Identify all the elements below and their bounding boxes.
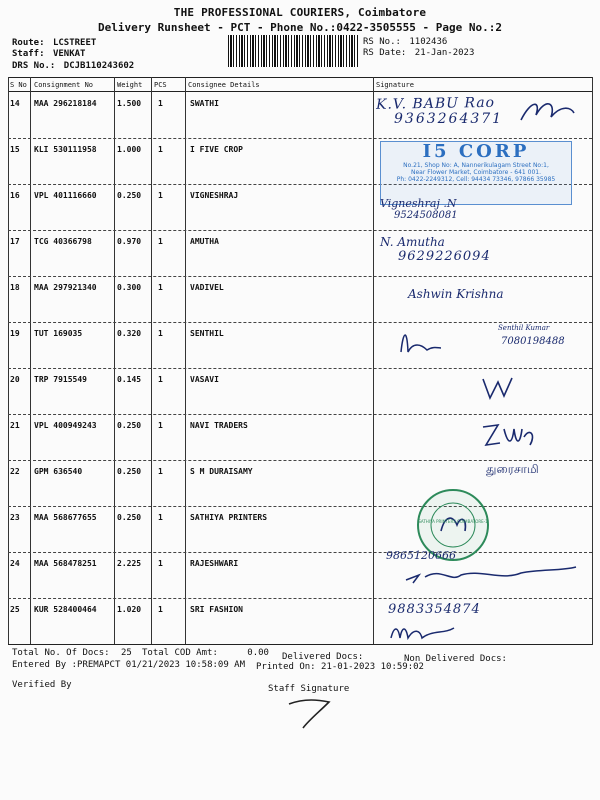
printed-on: Printed On: 21-01-2023 10:59:02	[256, 662, 424, 672]
cell-weight: 0.250	[117, 421, 142, 430]
runsheet-subtitle: Delivery Runsheet - PCT - Phone No.:0422-3505555 - Page No.:2	[98, 21, 502, 34]
cell-weight: 0.250	[117, 467, 142, 476]
total-cod-value: 0.00	[247, 648, 269, 658]
rs-date-label: RS Date:	[363, 48, 407, 58]
signature-phone: 9629226094	[398, 249, 491, 264]
cell-weight: 1.000	[117, 145, 142, 154]
cell-consignee: SENTHIL	[190, 329, 224, 338]
cell-weight: 0.320	[117, 329, 142, 338]
signature-row-22	[486, 462, 586, 482]
cell-consignee: S M DURAISAMY	[190, 467, 253, 476]
delivery-table	[8, 77, 592, 645]
cell-pcs: 1	[158, 513, 163, 522]
cell-consignee: VIGNESHRAJ	[190, 191, 239, 200]
cell-sno: 20	[10, 375, 20, 384]
stamp-line-1: No.21, Shop No: A, Nannerikulagam Street No:1,	[403, 162, 549, 169]
cell-sno: 16	[10, 191, 20, 200]
cell-pcs: 1	[158, 283, 163, 292]
signature-name: Ashwin Krishna	[408, 287, 504, 301]
cell-cons: TCG 40366798	[34, 237, 92, 246]
entered-by: Entered By :PREMAPCT 01/21/2023 10:58:09 AM	[12, 660, 245, 670]
cell-cons: VPL 401116660	[34, 191, 97, 200]
signature-row-18	[408, 287, 558, 311]
cell-consignee: SWATHI	[190, 99, 219, 108]
signature-phone: 9363264371	[394, 111, 504, 127]
cell-weight: 0.300	[117, 283, 142, 292]
cell-cons: MAA 568677655	[34, 513, 97, 522]
cell-weight: 1.020	[117, 605, 142, 614]
col-header-pcs: PCS	[154, 81, 167, 89]
rs-no-row	[363, 37, 447, 47]
non-delivered-docs-label: Non Delivered Docs:	[404, 654, 507, 664]
route-label: Route:	[12, 38, 45, 48]
total-docs-field	[12, 648, 132, 658]
route-value: LCSTREET	[52, 38, 97, 48]
staff-label: Staff:	[12, 49, 45, 59]
cell-consignee: I FIVE CROP	[190, 145, 243, 154]
cell-consignee: VADIVEL	[190, 283, 224, 292]
signature-phone: 9524508081	[394, 210, 458, 221]
company-title: THE PROFESSIONAL COURIERS, Coimbatore	[173, 6, 427, 19]
signature-row-20	[478, 374, 518, 402]
col-header-signature: Signature	[376, 81, 414, 89]
signature-scribble	[478, 417, 538, 453]
signature-name: K.V. BABU Rao	[375, 94, 496, 113]
cell-consignee: NAVI TRADERS	[190, 421, 248, 430]
cell-consignee: SRI FASHION	[190, 605, 243, 614]
cell-weight: 0.250	[117, 513, 142, 522]
signature-scribble	[401, 565, 581, 587]
signature-scribble	[516, 95, 576, 125]
cell-pcs: 1	[158, 145, 163, 154]
signature-phone: 7080198488	[501, 336, 565, 347]
cell-weight: 2.225	[117, 559, 142, 568]
drs-value: DCJB110243602	[63, 61, 135, 71]
cell-pcs: 1	[158, 605, 163, 614]
staff-signature-label: Staff Signature	[268, 684, 350, 694]
cell-cons: MAA 297921340	[34, 283, 97, 292]
table-bottom-border	[8, 644, 592, 645]
signature-row-14	[376, 95, 590, 137]
cell-sno: 17	[10, 237, 20, 246]
signature-phone: 9865120666	[386, 549, 456, 562]
delivered-docs-label: Delivered Docs:	[282, 652, 364, 662]
cell-sno: 18	[10, 283, 20, 292]
col-border-6	[592, 77, 593, 645]
total-cod-label: Total COD Amt:	[142, 648, 218, 658]
cell-pcs: 1	[158, 375, 163, 384]
company-stamp-row-15	[380, 141, 572, 205]
cell-sno: 14	[10, 99, 20, 108]
seal-text: SATHIYA PRINTERS COIMBATORE-1	[418, 519, 488, 524]
drs-label: DRS No.:	[12, 61, 56, 71]
drs-row	[12, 61, 134, 71]
cell-weight: 1.500	[117, 99, 142, 108]
cell-sno: 23	[10, 513, 20, 522]
cell-weight: 0.250	[117, 191, 142, 200]
barcode	[228, 35, 358, 67]
cell-weight: 0.145	[117, 375, 142, 384]
cell-cons: KUR 528400464	[34, 605, 97, 614]
signature-row-24	[386, 549, 586, 589]
cell-sno: 19	[10, 329, 20, 338]
cell-consignee: VASAVI	[190, 375, 219, 384]
cell-sno: 22	[10, 467, 20, 476]
stamp-line-3: Ph: 0422-2249312, Cell: 94434 73346, 97866 35985	[396, 176, 556, 183]
cell-cons: GPM 636540	[34, 467, 83, 476]
verified-by: Verified By	[12, 680, 72, 690]
stamp-line-2: Near Flower Market, Coimbatore - 641 001.	[410, 169, 542, 176]
cell-pcs: 1	[158, 421, 163, 430]
cell-weight: 0.970	[117, 237, 142, 246]
cell-pcs: 1	[158, 329, 163, 338]
signature-name: N. Amutha	[380, 235, 445, 249]
signature-row-19	[393, 322, 588, 362]
cell-pcs: 1	[158, 559, 163, 568]
rs-no-label: RS No.:	[363, 37, 401, 47]
cell-cons: TUT 169035	[34, 329, 83, 338]
signature-name: Vigneshraj .N	[380, 197, 457, 210]
cell-cons: MAA 296218184	[34, 99, 97, 108]
signature-row-21	[478, 417, 538, 453]
signature-phone: 9883354874	[388, 602, 481, 617]
table-top-border	[8, 77, 592, 78]
signature-name: Senthil Kumar	[498, 324, 550, 332]
col-header-consignee: Consignee Details	[188, 81, 260, 89]
stamp-title: I5 CORP	[422, 141, 530, 162]
signature-row-17	[380, 235, 580, 275]
cell-cons: TRP 7915549	[34, 375, 87, 384]
rs-date-row	[363, 48, 474, 58]
signature-row-25	[388, 602, 588, 642]
cell-consignee: AMUTHA	[190, 237, 219, 246]
cell-pcs: 1	[158, 191, 163, 200]
signature-scribble	[388, 622, 478, 642]
table-row	[8, 507, 592, 553]
cell-sno: 15	[10, 145, 20, 154]
cell-cons: VPL 400949243	[34, 421, 97, 430]
cell-pcs: 1	[158, 467, 163, 476]
total-docs-value: 25	[120, 648, 132, 658]
rs-date-value: 21-Jan-2023	[414, 48, 475, 58]
rs-no-value: 1102436	[409, 37, 448, 47]
cell-sno: 24	[10, 559, 20, 568]
cell-sno: 21	[10, 421, 20, 430]
cell-pcs: 1	[158, 99, 163, 108]
cell-pcs: 1	[158, 237, 163, 246]
cell-consignee: RAJESHWARI	[190, 559, 239, 568]
signature-row-16	[380, 197, 580, 227]
col-header-sno: S No	[10, 81, 27, 89]
total-cod-field	[142, 648, 269, 658]
header-bottom-border	[8, 91, 592, 92]
signature-name: துரைசாமி	[486, 462, 539, 476]
col-header-weight: Weight	[117, 81, 143, 89]
route-row	[12, 38, 96, 48]
cell-cons: MAA 568478251	[34, 559, 97, 568]
signature-scribble	[393, 322, 443, 360]
signature-scribble	[478, 374, 518, 402]
cell-sno: 25	[10, 605, 20, 614]
total-docs-label: Total No. Of Docs:	[12, 648, 110, 658]
cell-consignee: SATHIYA PRINTERS	[190, 513, 268, 522]
staff-value: VENKAT	[52, 49, 86, 59]
staff-row	[12, 49, 85, 59]
cell-cons: KLI 530111958	[34, 145, 97, 154]
staff-signature-scribble	[285, 694, 345, 734]
col-header-consignment: Consignment No	[34, 81, 94, 89]
